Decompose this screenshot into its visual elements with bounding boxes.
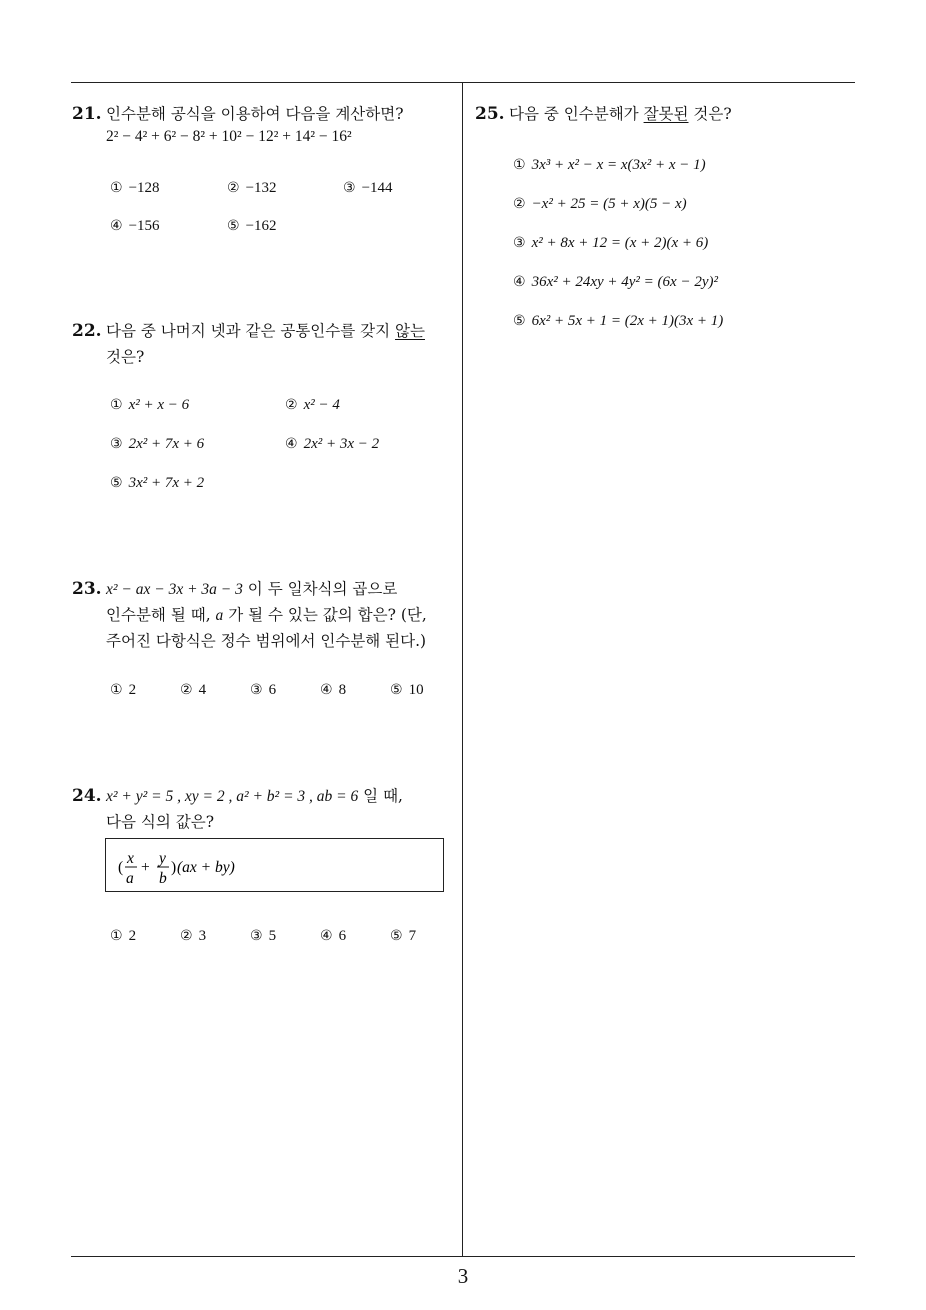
option-24-2[interactable]: ② 3 [180,928,207,944]
question-text: 이 두 일차식의 곱으로 [242,580,398,598]
option-23-1[interactable]: ① 2 [110,682,137,698]
open-paren: ( [118,859,124,876]
question-text-line2b: 가 될 수 있는 값의 합은? (단, [223,606,427,624]
option-24-1[interactable]: ① 2 [110,928,137,944]
option-24-5[interactable]: ⑤ 7 [390,928,417,944]
question-24 [72,783,452,835]
question-number: 25. [475,104,505,124]
question-text-line2a: 인수분해 될 때, [106,606,216,624]
fraction-a-denominator: a [126,870,134,887]
expression-box [105,838,444,892]
top-rule [71,82,855,83]
option-22-4[interactable]: ④ 2x² + 3x − 2 [285,436,380,452]
question-math-var: a [215,607,224,624]
question-math: x² + y² = 5 , xy = 2 , a² + b² = 3 , ab = 6 [106,788,359,805]
emphasis-underline: 않는 [395,322,425,340]
question-text: 다음 중 인수분해가 [509,105,644,123]
option-23-5[interactable]: ⑤ 10 [390,682,424,698]
option-25-1[interactable]: ① 3x³ + x² − x = x(3x² + x − 1) [513,157,706,173]
question-25 [475,101,855,127]
option-25-2[interactable]: ② −x² + 25 = (5 + x)(5 − x) [513,196,687,212]
option-23-4[interactable]: ④ 8 [320,682,347,698]
question-21 [72,101,452,145]
option-21-3[interactable]: ③ −144 [343,180,393,196]
option-21-1[interactable]: ① −128 [110,180,160,196]
option-24-3[interactable]: ③ 5 [250,928,277,944]
question-number: 24. [72,786,102,806]
fraction-x-numerator: x [127,850,134,867]
option-22-5[interactable]: ⑤ 3x² + 7x + 2 [110,475,205,491]
close-paren: ) [171,859,177,876]
question-text: 인수분해 공식을 이용하여 다음을 계산하면? [106,105,404,123]
emphasis-underline: 잘못된 [643,105,689,123]
question-text: 일 때, [358,787,403,805]
question-math: x² − ax − 3x + 3a − 3 [106,581,243,598]
option-23-2[interactable]: ② 4 [180,682,207,698]
option-21-5[interactable]: ⑤ −162 [227,218,277,234]
fraction-b-denominator: b [159,870,167,887]
question-22 [72,318,452,370]
question-text-after: 것은? [688,105,732,123]
question-text-line2: 것은? [106,348,145,366]
option-21-2[interactable]: ② −132 [227,180,277,196]
option-24-4[interactable]: ④ 6 [320,928,347,944]
option-22-3[interactable]: ③ 2x² + 7x + 6 [110,436,205,452]
fraction-expression [116,843,316,889]
bottom-rule [71,1256,855,1257]
page-number: 3 [457,1264,469,1288]
tail-expression: (ax + by) [177,859,235,876]
question-number: 22. [72,321,102,341]
option-21-4[interactable]: ④ −156 [110,218,160,234]
plus-sign: + [141,859,150,876]
option-25-3[interactable]: ③ x² + 8x + 12 = (x + 2)(x + 6) [513,235,709,251]
question-text-line2: 다음 식의 값은? [106,813,215,831]
fraction-y-numerator: y [159,850,166,867]
question-expression: 2² − 4² + 6² − 8² + 10² − 12² + 14² − 16² [106,128,352,145]
question-number: 21. [72,104,102,124]
question-text-line3: 주어진 다항식은 정수 범위에서 인수분해 된다.) [106,632,427,650]
option-23-3[interactable]: ③ 6 [250,682,277,698]
option-22-2[interactable]: ② x² − 4 [285,397,340,413]
option-25-5[interactable]: ⑤ 6x² + 5x + 1 = (2x + 1)(3x + 1) [513,313,724,329]
question-23 [72,576,452,654]
option-25-4[interactable]: ④ 36x² + 24xy + 4y² = (6x − 2y)² [513,274,718,290]
question-text: 다음 중 나머지 넷과 같은 공통인수를 갖지 [106,322,396,340]
option-22-1[interactable]: ① x² + x − 6 [110,397,190,413]
question-number: 23. [72,579,102,599]
column-divider [462,82,463,1256]
